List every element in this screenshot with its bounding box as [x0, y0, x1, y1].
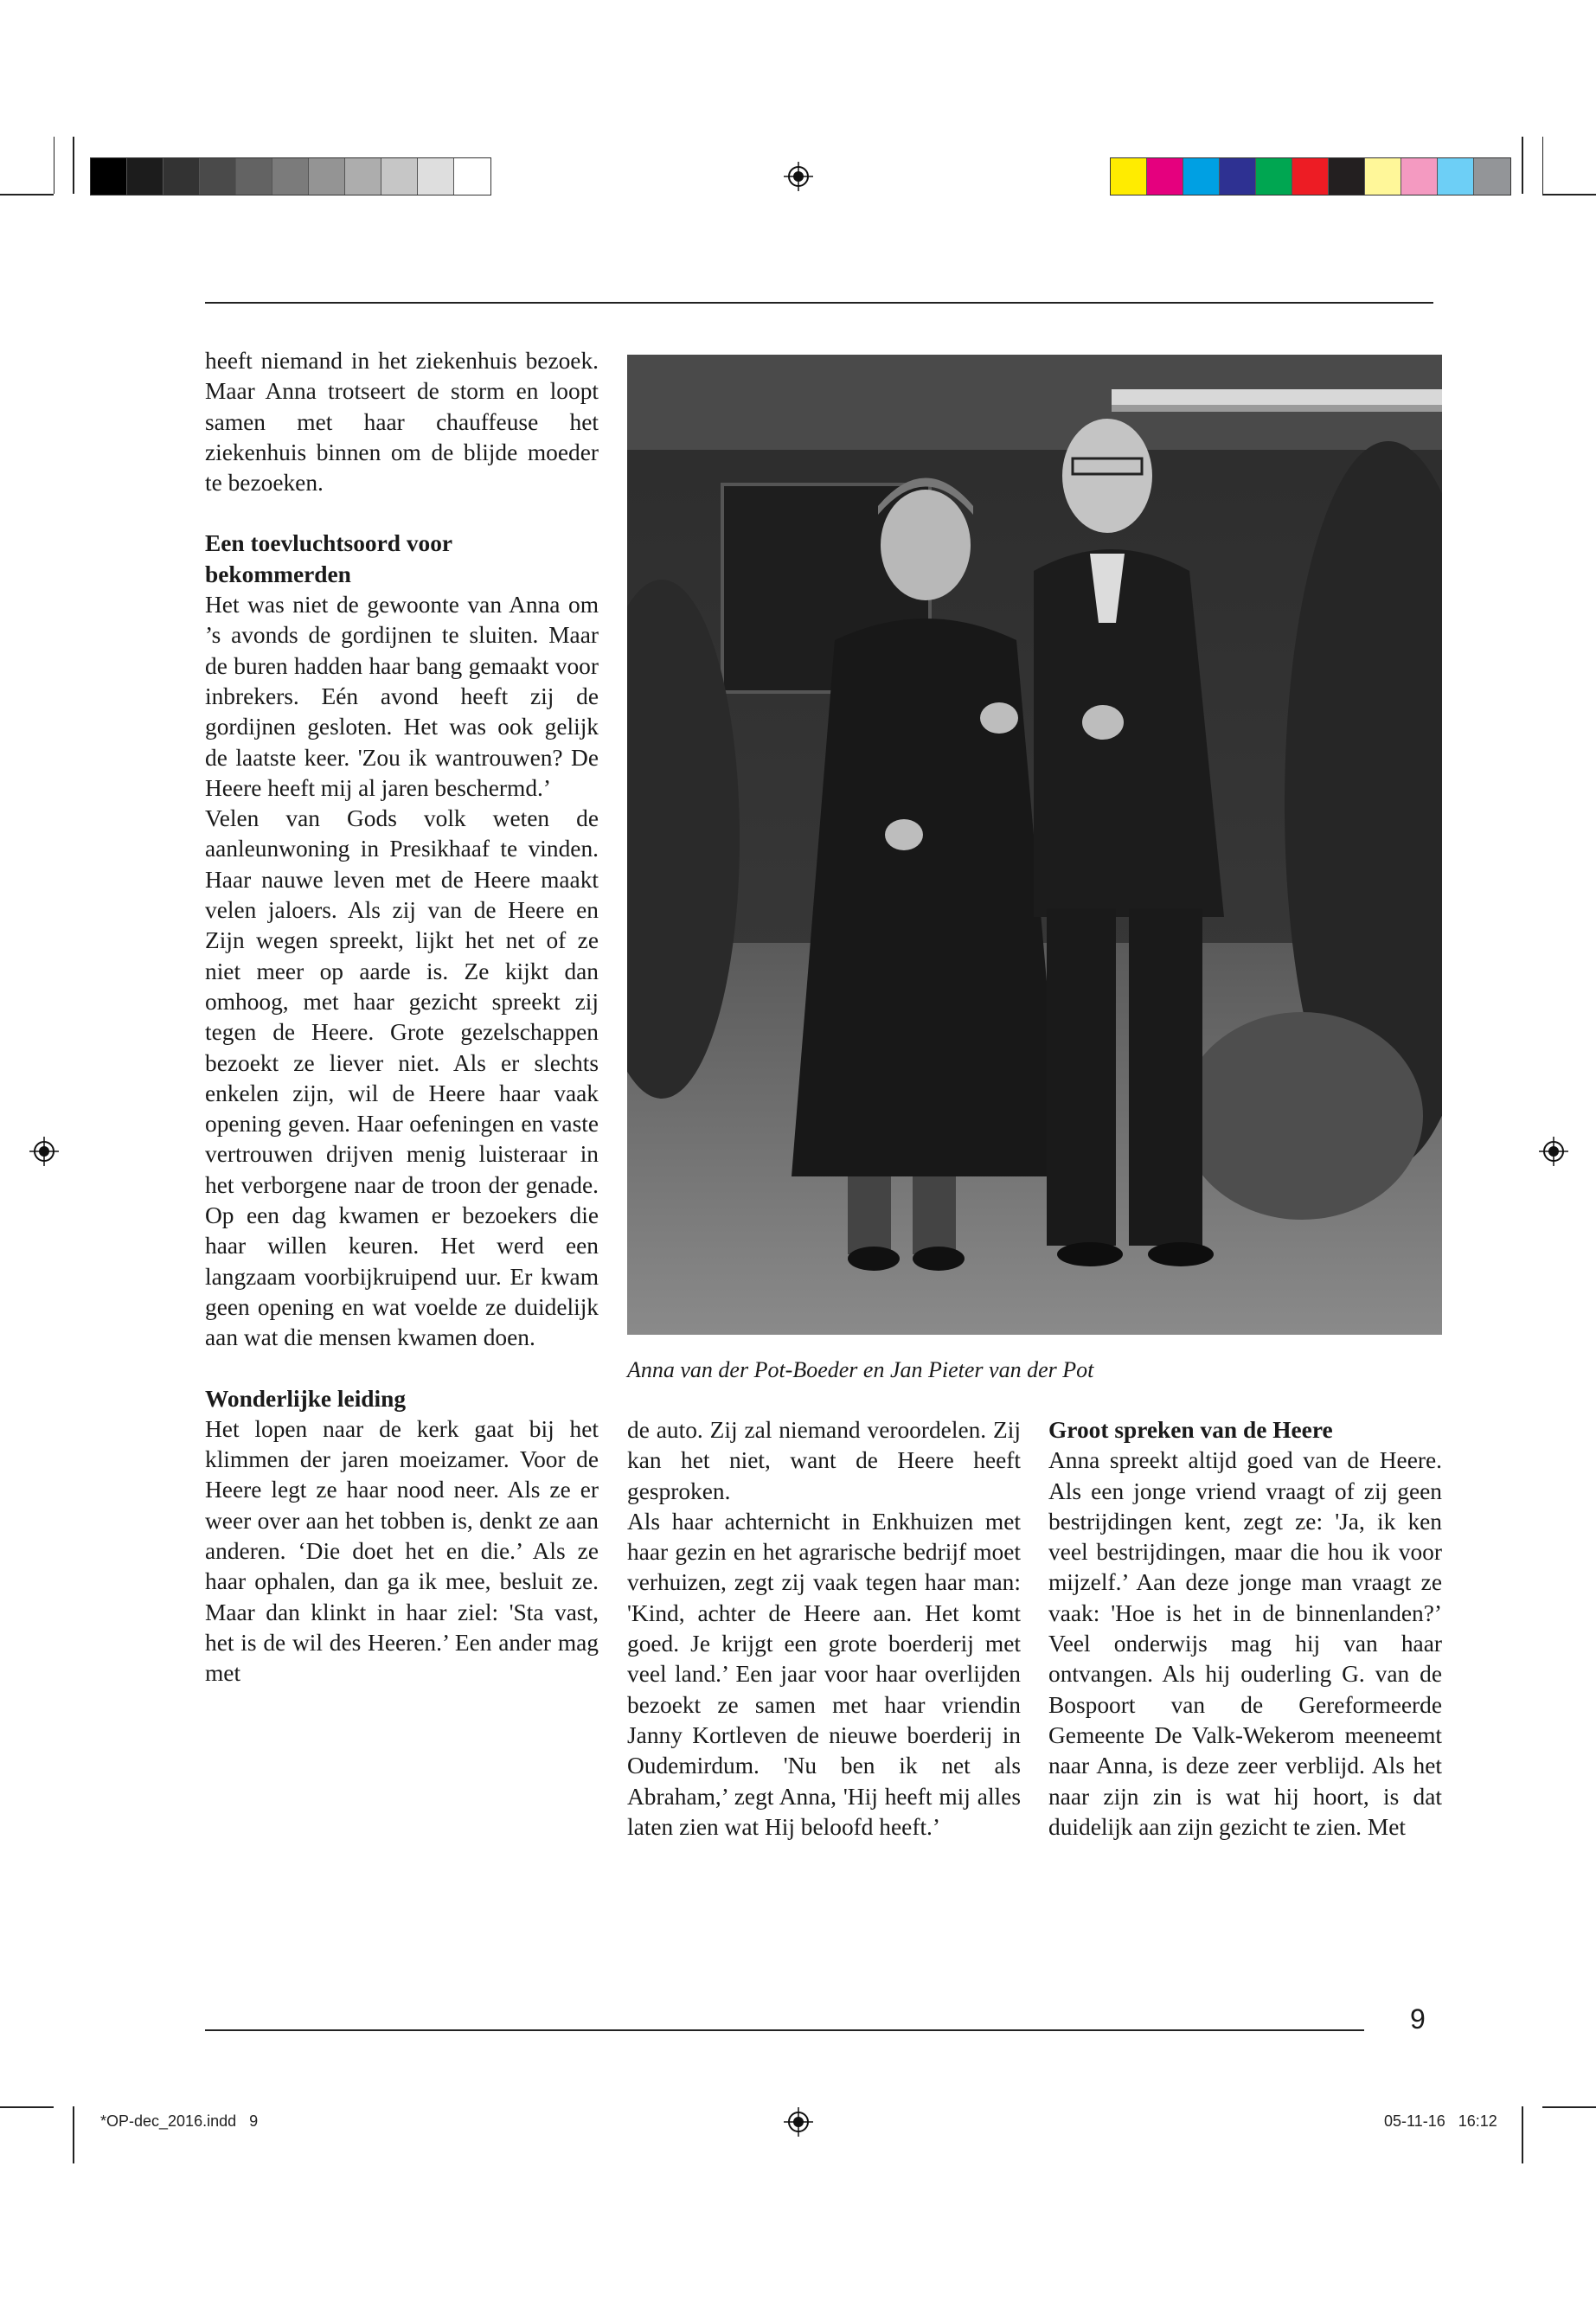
paragraph: Het was niet de gewoonte van Anna om ’s avonds de gordijnen te sluiten. Maar de buren hadden haar bang gemaakt voor inbrekers. Eén avond heeft zij de gordijnen gesloten. Het was ook gelijk de laatste keer. 'Zou ik wantrouwen? De Heere heeft mij al jaren beschermd.’	[205, 592, 599, 801]
gray-swatch	[345, 158, 381, 195]
registration-mark-top-icon	[784, 162, 813, 191]
file-slug: *OP-dec_2016.indd 9	[100, 2112, 259, 2130]
crop-mark-bottom-right-h	[1542, 2106, 1596, 2108]
registration-mark-bottom-icon	[784, 2107, 813, 2137]
crop-mark-top-left-v	[73, 137, 74, 194]
yellow-swatch	[1111, 158, 1147, 195]
gray-swatch	[454, 158, 490, 195]
paragraph: de auto. Zij zal niemand veroordelen. Zij kan het niet, want de Heere heeft gesproken.	[627, 1417, 1021, 1504]
photo-caption: Anna van der Pot-Boeder en Jan Pieter van der Pot	[627, 1357, 1094, 1382]
section-heading-groot-spreken: Groot spreken van de Heere	[1048, 1417, 1333, 1443]
crop-mark-bottom-right-v	[1522, 2106, 1523, 2163]
intro-paragraph: heeft niemand in het ziekenhuis bezoek. Maar Anna trotseert de storm en loopt samen met haar chauffeuse het ziekenhuis binnen om de blijde moeder te bezoeken.	[205, 348, 599, 497]
black-swatch	[1329, 158, 1365, 195]
registration-mark-left-icon	[29, 1137, 59, 1166]
column-2	[627, 1415, 1021, 1843]
grayscale-color-bar	[90, 157, 491, 195]
gray-swatch	[91, 158, 127, 195]
photo-anna-and-jan-van-der-pot	[627, 355, 1442, 1335]
magenta-swatch	[1147, 158, 1183, 195]
column-1	[205, 346, 599, 1689]
paragraph: Velen van Gods volk weten de aanleunwoning in Presikhaaf te vinden. Haar nauwe leven met de Heere maakt velen jaloers. Als zij van de Heere en Zijn wegen spreekt, lijkt het net of ze niet meer op aarde is. Ze kijkt dan omhoog, met haar gezicht spreekt zij tegen de Heere. Grote gezelschappen bezoekt ze liever niet. Als er slechts enkelen zijn, wil de Heere haar vaak opening geven. Haar oefeningen en vaste vertrouwen drijven menig luisteraar in het verborgene naar de troon der genade. Op een dag kwamen er bezoekers die haar willen keuren. Het werd een langzaam voorbijkruipend uur. Er kwam geen opening en wat voelde ze duidelijk aan wat die mensen kwamen doen.	[205, 805, 599, 1351]
blue-swatch	[1220, 158, 1256, 195]
crop-mark-bottom-left-h	[0, 2106, 54, 2108]
process-color-bar	[1110, 157, 1511, 195]
crop-mark-top-right-h	[1542, 194, 1596, 195]
gray-swatch	[418, 158, 454, 195]
gray-swatch	[127, 158, 163, 195]
paragraph: Anna spreekt altijd goed van de Heere. Als een jonge vriend vraagt of zij geen bestrijdingen kent, zegt ze: 'Ja, ik ken veel bestrijdingen, maar die hou ik voor mijzelf.’ Aan deze jonge man vraagt ze vaak: 'Hoe is het in de binnenlanden?’ Veel onderwijs mag hij van haar ontvangen. Als hij ouderling G. van de Bospoort van de Gereformeerde Gemeente De Valk-Wekerom meeneemt naar Anna, is deze zeer verblijd. Als het naar zijn zin is wat hij hoort, is dat duidelijk aan zijn gezicht te zien. Met	[1048, 1447, 1442, 1840]
section-heading-wonderlijke-leiding: Wonderlijke leiding	[205, 1385, 407, 1412]
gray-swatch	[163, 158, 200, 195]
light-yellow-swatch	[1365, 158, 1401, 195]
gray-swatch	[309, 158, 345, 195]
green-swatch	[1256, 158, 1292, 195]
red-swatch	[1292, 158, 1329, 195]
timestamp-slug: 05-11-16 16:12	[1384, 2112, 1497, 2130]
cyan-swatch	[1183, 158, 1220, 195]
bottom-rule	[205, 2029, 1364, 2031]
registration-mark-right-icon	[1539, 1137, 1568, 1166]
section-heading-toevluchtsoord: Een toevluchtsoord voor bekommerden	[205, 530, 452, 587]
crop-mark-top-right-v	[1522, 137, 1523, 194]
column-3	[1048, 1415, 1442, 1843]
gray-swatch	[1474, 158, 1510, 195]
gray-swatch	[381, 158, 418, 195]
page-number: 9	[1410, 2003, 1426, 2035]
light-cyan-swatch	[1438, 158, 1474, 195]
paragraph: Het lopen naar de kerk gaat bij het klimmen der jaren moeizamer. Voor de Heere legt ze haar nood neer. Als ze er weer over aan het tobben is, denkt ze aan anderen. ‘Die doet het en die.’ Als ze haar ophalen, dan ga ik mee, besluit ze. Maar dan klinkt in haar ziel: 'Sta vast, het is de wil des Heeren.’ Een ander mag met	[205, 1415, 599, 1687]
paragraph: Als haar achternicht in Enkhuizen met haar gezin en het agrarische bedrijf moet verhuizen, zegt zij vaak tegen haar man: 'Kind, achter de Heere aan. Het komt goed. Je krijgt een grote boerderij met veel land.’ Een jaar voor haar overlijden bezoekt ze samen met haar vriendin Janny Kortleven de nieuwe boerderij in Oudemirdum. 'Nu ben ik net als Abraham,’ zegt Anna, 'Hij heeft mij alles laten zien wat Hij beloofd heeft.’	[627, 1508, 1021, 1840]
top-rule	[205, 302, 1433, 304]
gray-swatch	[272, 158, 309, 195]
crop-mark-top-right-v2	[1542, 137, 1543, 194]
gray-swatch	[200, 158, 236, 195]
gray-swatch	[236, 158, 272, 195]
crop-mark-bottom-left-v	[73, 2106, 74, 2163]
pink-swatch	[1401, 158, 1438, 195]
photo-illustration	[627, 355, 1442, 1335]
crop-mark-top-left-h	[0, 194, 54, 195]
